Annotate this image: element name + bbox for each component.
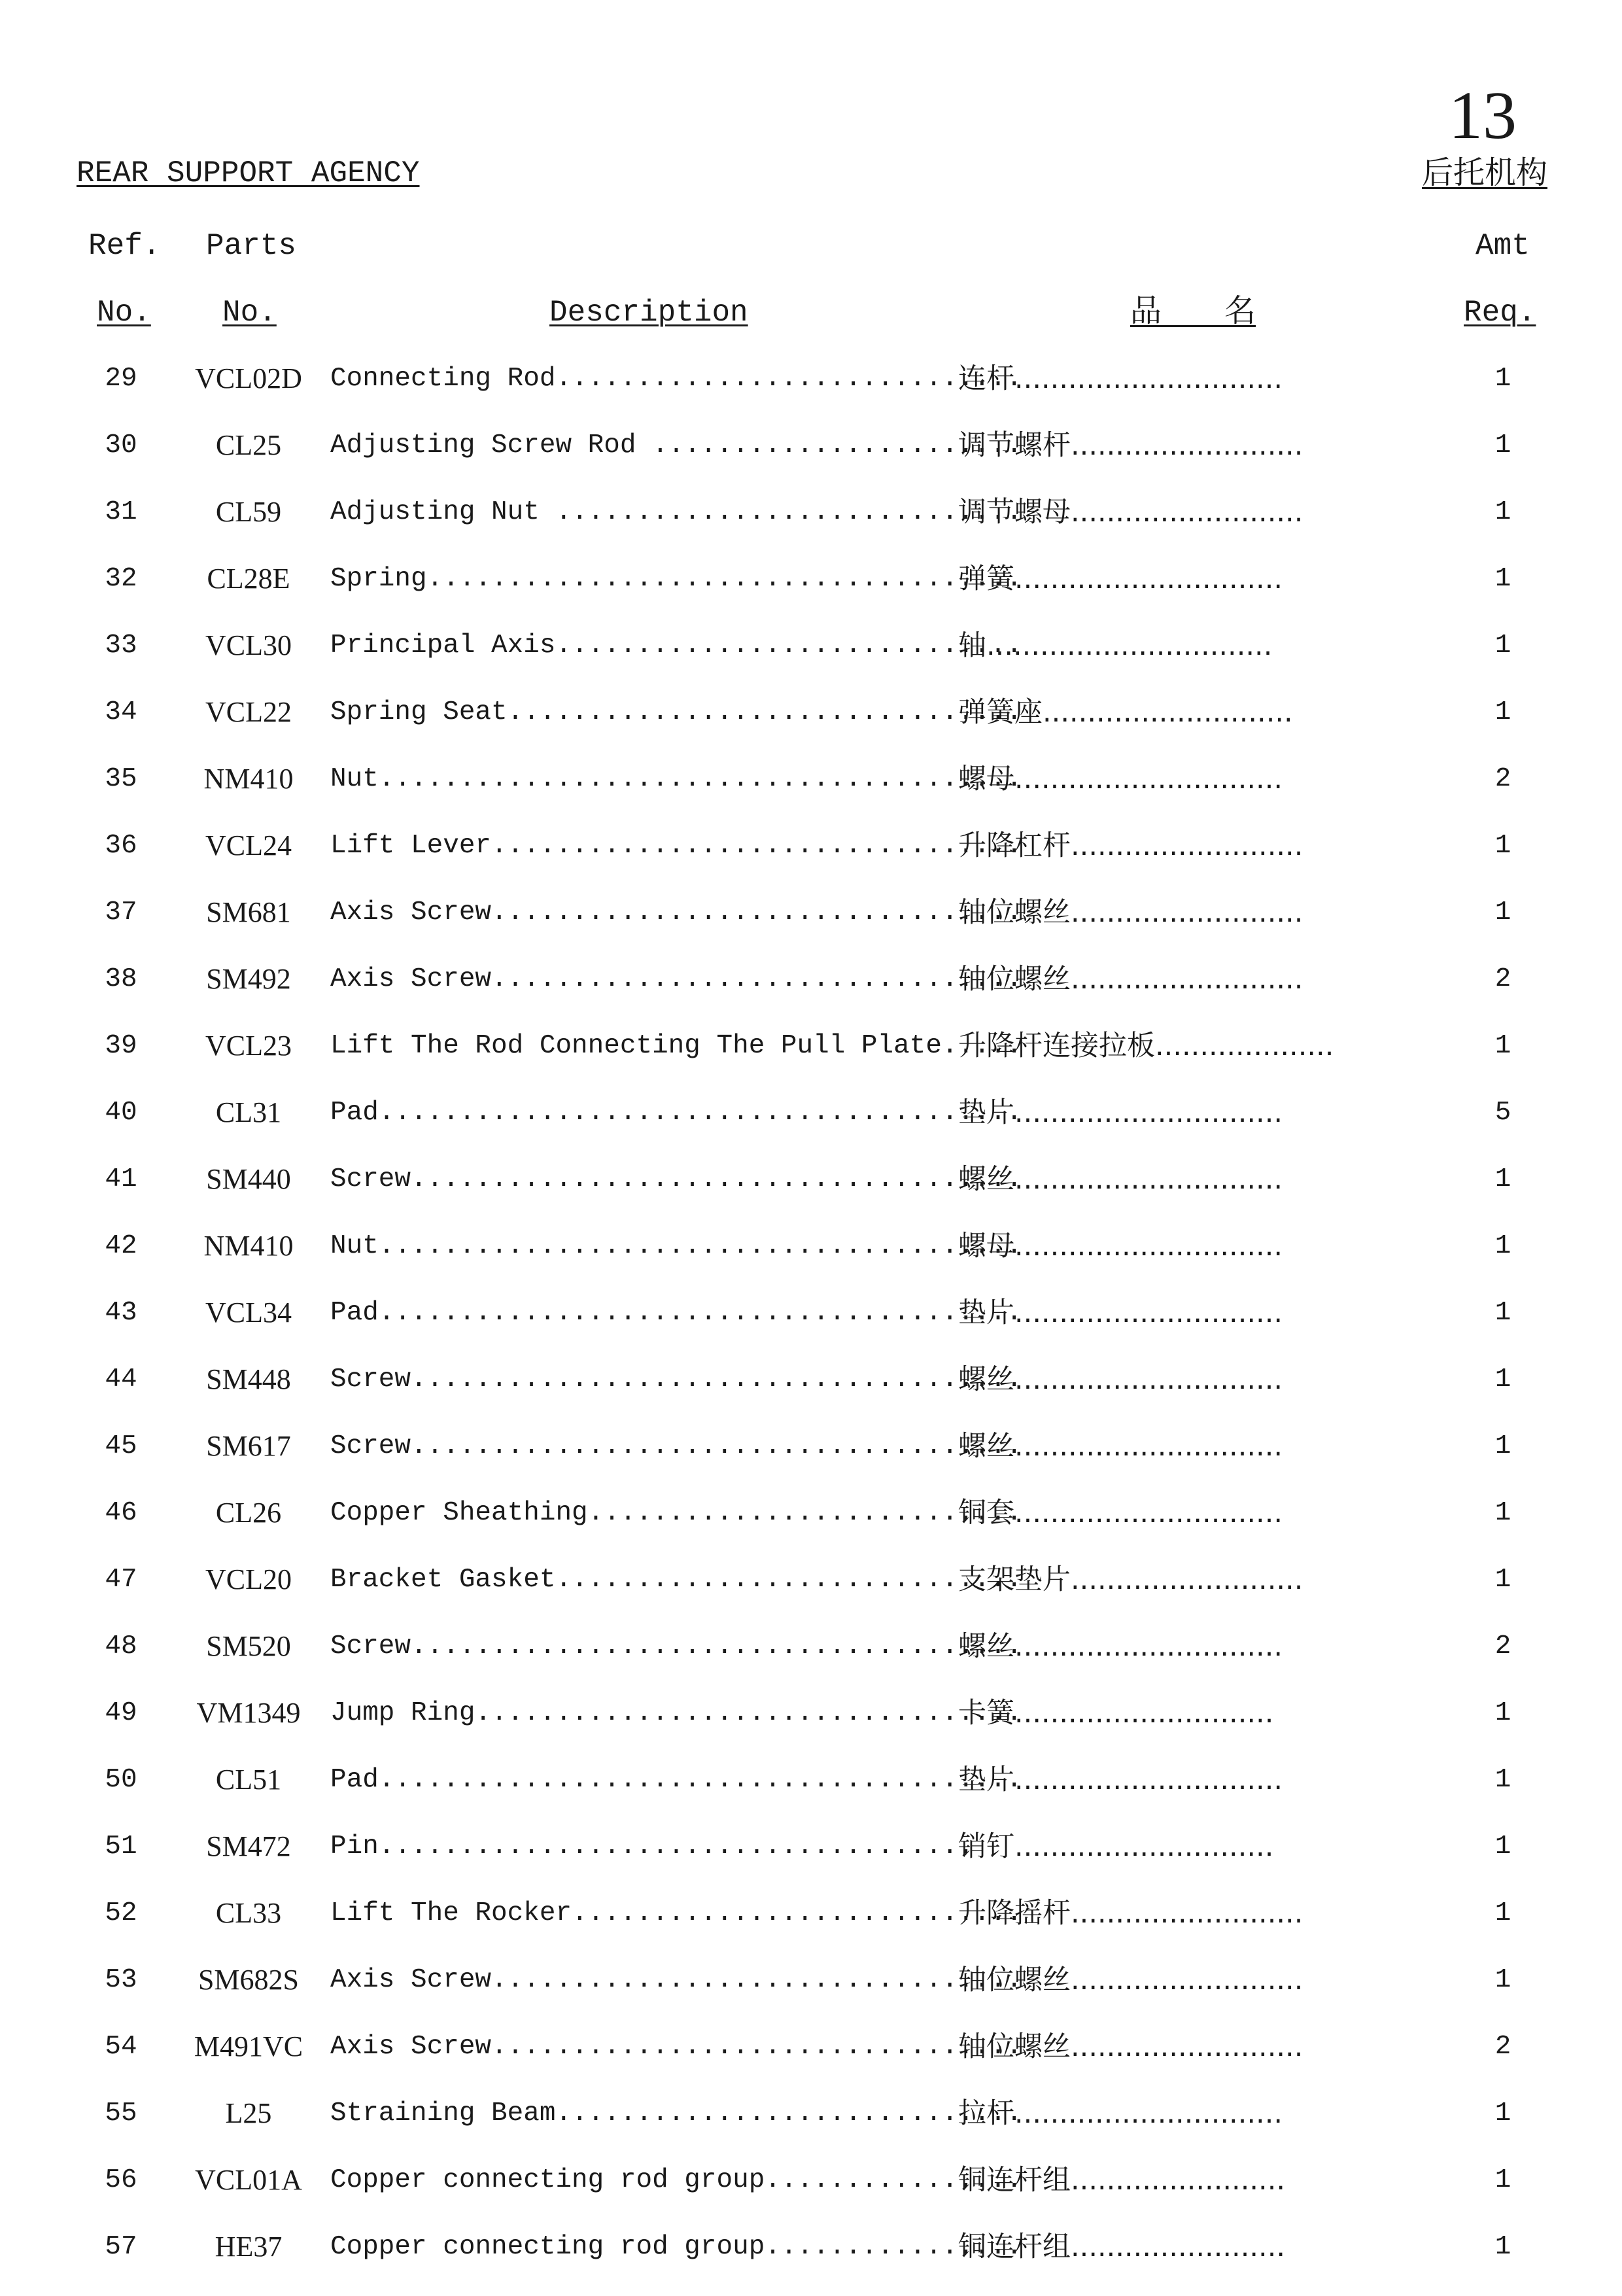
page-title-cn: 后托机构 <box>1421 154 1547 191</box>
header-name-cn: 品 名 <box>1130 292 1256 329</box>
part-description: Adjusting Screw Rod ....................... <box>330 430 1022 461</box>
part-number: VCL34 <box>205 1296 292 1329</box>
part-row <box>0 2096 1622 2163</box>
amount-required: 1 <box>1494 1031 1511 1061</box>
part-description: Copper Sheathing........................... <box>330 1498 1022 1528</box>
part-row <box>0 628 1622 695</box>
part-name-cn: 弹簧.............................. <box>958 563 1283 595</box>
part-name-cn: 调节螺杆.......................... <box>958 429 1303 462</box>
part-name-cn: 轴位螺丝.......................... <box>958 896 1303 929</box>
ref-number: 41 <box>105 1164 137 1194</box>
amount-required: 1 <box>1494 1231 1511 1261</box>
amount-required: 1 <box>1494 831 1511 861</box>
amount-required: 2 <box>1494 2032 1511 2062</box>
ref-number: 42 <box>105 1231 137 1261</box>
part-description: Lift Lever................................. <box>330 831 1022 861</box>
part-description: Pad........................................ <box>330 1765 1022 1795</box>
part-description: Connecting Rod............................. <box>330 364 1022 394</box>
part-row <box>0 828 1622 895</box>
part-name-cn: 升降摇杆.......................... <box>958 1897 1303 1930</box>
ref-number: 44 <box>105 1365 137 1395</box>
part-row <box>0 361 1622 428</box>
part-number: VM1349 <box>196 1697 301 1729</box>
amount-required: 2 <box>1494 764 1511 794</box>
amount-required: 1 <box>1494 897 1511 928</box>
amount-required: 1 <box>1494 1898 1511 1928</box>
part-row <box>0 428 1622 495</box>
part-description: Copper connecting rod group................ <box>330 2165 1022 2195</box>
part-row <box>0 1162 1622 1228</box>
part-name-cn: 铜套.............................. <box>958 1497 1283 1529</box>
part-name-cn: 螺丝.............................. <box>958 1430 1283 1463</box>
part-number: SM440 <box>206 1163 291 1195</box>
part-description: Bracket Gasket............................. <box>330 1565 1022 1595</box>
amount-required: 1 <box>1494 364 1511 394</box>
page-number: 13 <box>1449 78 1517 153</box>
part-description: Screw...................................... <box>330 1164 1022 1194</box>
ref-number: 31 <box>105 497 137 527</box>
amount-required: 1 <box>1494 1298 1511 1328</box>
amount-required: 1 <box>1494 1431 1511 1461</box>
ref-number: 40 <box>105 1098 137 1128</box>
ref-number: 49 <box>105 1698 137 1728</box>
part-description: Straining Beam............................. <box>330 2098 1022 2129</box>
part-number: VCL20 <box>205 1563 292 1595</box>
part-description: Lift The Rocker............................ <box>330 1898 1022 1928</box>
amount-required: 1 <box>1494 1765 1511 1795</box>
part-row <box>0 1562 1622 1629</box>
part-description: Spring Seat................................ <box>330 697 1022 727</box>
part-number: SM682S <box>198 1964 300 1996</box>
part-name-cn: 螺丝.............................. <box>958 1163 1283 1196</box>
parts-list <box>0 361 1622 2296</box>
part-number: HE37 <box>215 2231 283 2263</box>
ref-number: 32 <box>105 564 137 594</box>
part-name-cn: 垫片.............................. <box>958 1764 1283 1796</box>
part-number: CL33 <box>215 1897 282 1929</box>
part-number: NM410 <box>203 763 294 795</box>
ref-number: 34 <box>105 697 137 727</box>
part-description: Pad........................................ <box>330 1298 1022 1328</box>
part-number: SM520 <box>206 1630 291 1662</box>
amount-required: 1 <box>1494 2232 1511 2262</box>
part-number: VCL24 <box>205 829 292 861</box>
part-number: VCL23 <box>205 1030 292 1062</box>
ref-number: 37 <box>105 897 137 928</box>
part-number: SM681 <box>206 896 291 928</box>
part-row <box>0 2163 1622 2229</box>
part-row <box>0 1762 1622 1829</box>
amount-required: 1 <box>1494 1365 1511 1395</box>
part-name-cn: 轴位螺丝.......................... <box>958 2030 1303 2063</box>
part-description: Pin..................................... <box>330 1832 975 1862</box>
part-row <box>0 1228 1622 1295</box>
part-description: Screw...................................... <box>330 1431 1022 1461</box>
part-row <box>0 962 1622 1028</box>
amount-required: 1 <box>1494 1565 1511 1595</box>
amount-required: 1 <box>1494 430 1511 461</box>
amount-required: 1 <box>1494 1164 1511 1194</box>
part-row <box>0 1095 1622 1162</box>
part-description: Principal Axis............................. <box>330 631 1022 661</box>
amount-required: 1 <box>1494 1498 1511 1528</box>
ref-number: 57 <box>105 2232 137 2262</box>
part-description: Nut........................................ <box>330 764 1022 794</box>
amount-required: 1 <box>1494 2098 1511 2129</box>
part-name-cn: 调节螺母.......................... <box>958 496 1303 529</box>
part-name-cn: 升降杠杆.......................... <box>958 829 1303 862</box>
ref-number: 54 <box>105 2032 137 2062</box>
header-ref-line2: No. <box>97 296 151 330</box>
header-ref-line1: Ref. <box>88 229 161 263</box>
part-row <box>0 2229 1622 2296</box>
amount-required: 1 <box>1494 2165 1511 2195</box>
ref-number: 50 <box>105 1765 137 1795</box>
part-number: VCL02D <box>195 362 302 394</box>
amount-required: 2 <box>1494 1631 1511 1661</box>
page-title-en: REAR SUPPORT AGENCY <box>77 156 420 190</box>
part-number: NM410 <box>203 1230 294 1262</box>
part-description: Axis Screw................................. <box>330 897 1022 928</box>
ref-number: 38 <box>105 964 137 994</box>
part-description: Pad........................................ <box>330 1098 1022 1128</box>
part-number: VCL22 <box>205 696 292 728</box>
part-number: VCL01A <box>195 2164 302 2196</box>
header-parts-line1: Parts <box>206 229 297 263</box>
ref-number: 36 <box>105 831 137 861</box>
part-row <box>0 1429 1622 1495</box>
ref-number: 29 <box>105 364 137 394</box>
part-row <box>0 1962 1622 2029</box>
ref-number: 56 <box>105 2165 137 2195</box>
part-number: CL28E <box>207 563 290 595</box>
amount-required: 1 <box>1494 1832 1511 1862</box>
amount-required: 2 <box>1494 964 1511 994</box>
header-description: Description <box>549 296 748 330</box>
ref-number: 39 <box>105 1031 137 1061</box>
part-row <box>0 2029 1622 2096</box>
part-description: Axis Screw................................. <box>330 964 1022 994</box>
part-description: Screw...................................... <box>330 1365 1022 1395</box>
part-description: Screw...................................... <box>330 1631 1022 1661</box>
part-number: SM472 <box>206 1830 291 1862</box>
header-parts-line2: No. <box>222 296 277 330</box>
amount-required: 1 <box>1494 564 1511 594</box>
part-row <box>0 1495 1622 1562</box>
part-number: CL31 <box>215 1096 282 1128</box>
part-row <box>0 761 1622 828</box>
ref-number: 55 <box>105 2098 137 2129</box>
ref-number: 46 <box>105 1498 137 1528</box>
header-amt-line2: Req. <box>1464 296 1536 330</box>
part-name-cn: 卡簧............................. <box>958 1697 1274 1730</box>
part-row <box>0 1028 1622 1095</box>
part-name-cn: 轴位螺丝.......................... <box>958 963 1303 996</box>
part-name-cn: 连杆.............................. <box>958 362 1283 395</box>
part-name-cn: 轴位螺丝.......................... <box>958 1964 1303 1996</box>
ref-number: 35 <box>105 764 137 794</box>
ref-number: 53 <box>105 1965 137 1995</box>
part-description: Lift The Rod Connecting The Pull Plate..... <box>330 1031 1022 1061</box>
part-description: Adjusting Nut ............................. <box>330 497 1022 527</box>
part-number: CL59 <box>215 496 282 528</box>
ref-number: 47 <box>105 1565 137 1595</box>
part-description: Copper connecting rod group................ <box>330 2232 1022 2262</box>
part-name-cn: 螺丝.............................. <box>958 1363 1283 1396</box>
part-name-cn: 螺丝.............................. <box>958 1630 1283 1663</box>
ref-number: 51 <box>105 1832 137 1862</box>
header-amt-line1: Amt <box>1475 229 1530 263</box>
part-name-cn: 升降杆连接拉板.................... <box>958 1030 1334 1062</box>
part-name-cn: 轴................................ <box>958 629 1273 662</box>
part-number: SM492 <box>206 963 291 995</box>
part-number: SM617 <box>206 1430 291 1462</box>
part-number: CL25 <box>215 429 282 461</box>
part-row <box>0 1362 1622 1429</box>
amount-required: 1 <box>1494 497 1511 527</box>
part-description: Axis Screw................................. <box>330 1965 1022 1995</box>
ref-number: 30 <box>105 430 137 461</box>
part-name-cn: 弹簧座............................ <box>958 696 1293 729</box>
part-name-cn: 铜连杆组........................ <box>958 2231 1286 2263</box>
part-row <box>0 695 1622 761</box>
part-row <box>0 1629 1622 1696</box>
part-name-cn: 垫片.............................. <box>958 1296 1283 1329</box>
part-description: Spring..................................... <box>330 564 1022 594</box>
ref-number: 45 <box>105 1431 137 1461</box>
amount-required: 1 <box>1494 1965 1511 1995</box>
part-row <box>0 1295 1622 1362</box>
part-name-cn: 铜连杆组........................ <box>958 2164 1286 2197</box>
amount-required: 1 <box>1494 631 1511 661</box>
part-number: CL26 <box>215 1497 282 1529</box>
part-name-cn: 支架垫片.......................... <box>958 1563 1303 1596</box>
part-description: Nut........................................ <box>330 1231 1022 1261</box>
part-description: Axis Screw................................. <box>330 2032 1022 2062</box>
part-number: CL51 <box>215 1764 282 1796</box>
part-row <box>0 495 1622 561</box>
part-name-cn: 拉杆.............................. <box>958 2097 1283 2130</box>
amount-required: 5 <box>1494 1098 1511 1128</box>
amount-required: 1 <box>1494 1698 1511 1728</box>
ref-number: 52 <box>105 1898 137 1928</box>
part-name-cn: 螺母.............................. <box>958 763 1283 795</box>
part-number: VCL30 <box>205 629 292 661</box>
part-row <box>0 561 1622 628</box>
part-number: L25 <box>225 2097 272 2129</box>
part-name-cn: 销钉............................. <box>958 1830 1274 1863</box>
part-row <box>0 1896 1622 1962</box>
ref-number: 48 <box>105 1631 137 1661</box>
part-name-cn: 垫片.............................. <box>958 1096 1283 1129</box>
part-row <box>0 1696 1622 1762</box>
ref-number: 33 <box>105 631 137 661</box>
part-row <box>0 1829 1622 1896</box>
part-number: M491VC <box>194 2030 303 2062</box>
part-name-cn: 螺母.............................. <box>958 1230 1283 1262</box>
part-row <box>0 895 1622 962</box>
amount-required: 1 <box>1494 697 1511 727</box>
ref-number: 43 <box>105 1298 137 1328</box>
part-number: SM448 <box>206 1363 291 1395</box>
part-description: Jump Ring.................................. <box>330 1698 1022 1728</box>
